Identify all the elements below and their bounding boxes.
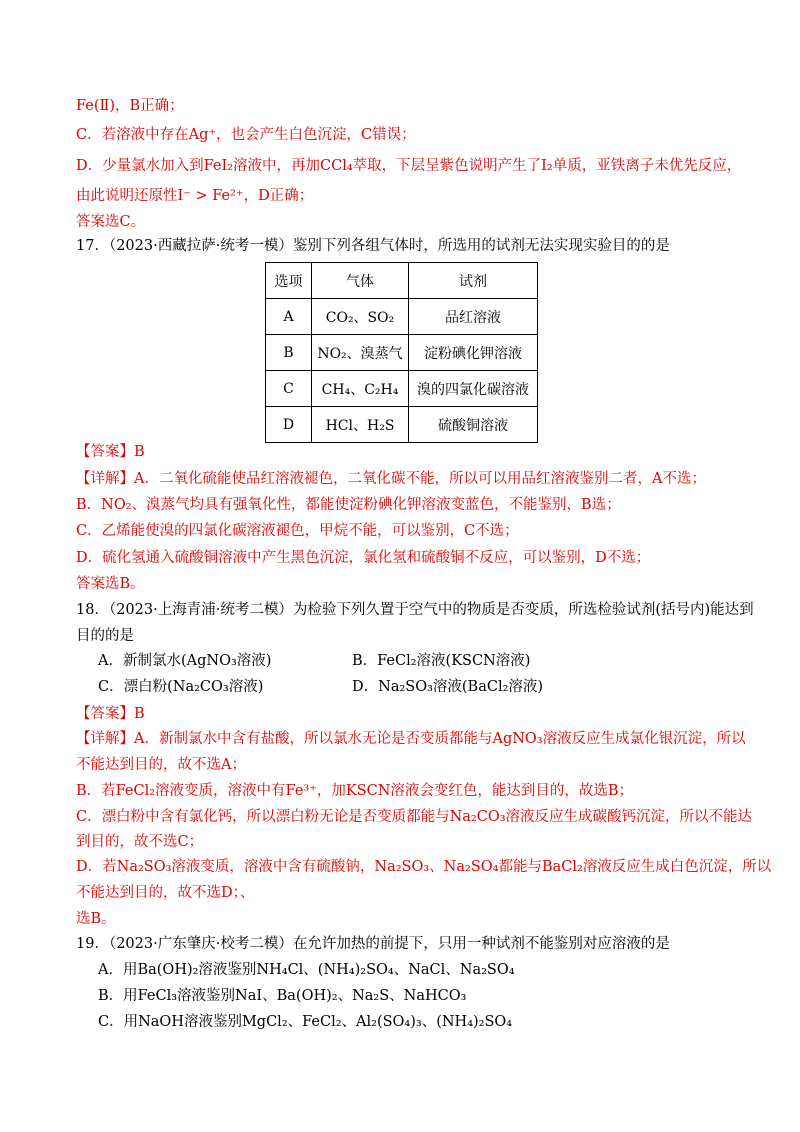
detail-line: C．乙烯能使溴的四氯化碳溶液褪色，甲烷不能，可以鉴别，C不选；: [76, 523, 519, 539]
table-row: [266, 299, 538, 335]
option-b: B．FeCl₂溶液(KSCN溶液): [352, 653, 531, 669]
reagent-table: [265, 262, 538, 443]
table-header: 选项: [266, 263, 312, 299]
table-header: 气体: [312, 263, 409, 299]
table-cell: D: [266, 407, 312, 443]
option-b: B．用FeCl₃溶液鉴别NaI、Ba(OH)₂、Na₂S、NaHCO₃: [98, 988, 467, 1004]
explanation-line: D．少量氯水加入到FeI₂溶液中，再加CCl₄萃取，下层呈紫色说明产生了I₂单质，亚铁离子未优先反应，: [76, 158, 742, 174]
detail-line: 到目的，故不选C；: [76, 834, 204, 850]
question-stem: 19．（2023·广东肇庆·校考二模）在允许加热的前提下，只用一种试剂不能鉴别对应溶液的是: [76, 936, 670, 952]
option-c: C．漂白粉(Na₂CO₃溶液): [98, 679, 264, 695]
detail-line: 【详解】A．新制氯水中含有盐酸，所以氯水无论是否变质都能与AgNO₃溶液反应生成氯化银沉淀，所以: [76, 731, 746, 747]
table-row: [266, 371, 538, 407]
detail-line: 不能达到目的，故不选D；、: [76, 885, 255, 901]
table-cell: 品红溶液: [409, 299, 538, 335]
table-header-row: [266, 263, 538, 299]
detail-line: B．若FeCl₂溶液变质，溶液中有Fe³⁺，加KSCN溶液会变红色，能达到目的，故选B；: [76, 783, 634, 799]
answer-label: 【答案】B: [76, 706, 145, 722]
table-cell: 溴的四氯化碳溶液: [409, 371, 538, 407]
detail-line: 【详解】A．二氧化硫能使品红溶液褪色，二氧化碳不能，所以可以用品红溶液鉴别二者，A不选；: [76, 471, 706, 487]
table-cell: HCl、H₂S: [312, 407, 409, 443]
explanation-line: Fe(Ⅱ)，B正确；: [76, 98, 184, 114]
detail-line: C．漂白粉中含有氯化钙，所以漂白粉无论是否变质都能与Na₂CO₃溶液反应生成碳酸钙沉淀，所以不能达: [76, 809, 753, 825]
table-cell: 硫酸铜溶液: [409, 407, 538, 443]
detail-line: 答案选B。: [76, 576, 145, 592]
explanation-line: 由此说明还原性I⁻ > Fe²⁺，D正确；: [76, 188, 314, 204]
explanation-line: C．若溶液中存在Ag⁺，也会产生白色沉淀，C错误；: [76, 127, 416, 143]
detail-line: B．NO₂、溴蒸气均具有强氧化性，都能使淀粉碘化钾溶液变蓝色，不能鉴别，B选；: [76, 497, 621, 513]
table-cell: NO₂、溴蒸气: [312, 335, 409, 371]
detail-line: 不能达到目的，故不选A；: [76, 757, 246, 773]
table-cell: CH₄、C₂H₄: [312, 371, 409, 407]
detail-line: D．硫化氢通入硫酸铜溶液中产生黑色沉淀，氯化氢和硫酸铜不反应，可以鉴别，D不选；: [76, 550, 651, 566]
question-stem: 18．（2023·上海青浦·统考二模）为检验下列久置于空气中的物质是否变质，所选检验试剂(括号内)能达到: [76, 602, 754, 618]
table-cell: 淀粉碘化钾溶液: [409, 335, 538, 371]
table-row: [266, 407, 538, 443]
table-row: [266, 335, 538, 371]
detail-line: 选B。: [76, 911, 116, 927]
table-cell: B: [266, 335, 312, 371]
detail-line: D．若Na₂SO₃溶液变质，溶液中含有硫酸钠，Na₂SO₃、Na₂SO₄都能与BaCl₂溶液反应生成白色沉淀，所以: [76, 859, 772, 875]
answer-line: 答案选C。: [76, 214, 146, 230]
question-stem: 目的的是: [76, 628, 134, 644]
table-header: 试剂: [409, 263, 538, 299]
option-d: D．Na₂SO₃溶液(BaCl₂溶液): [352, 679, 544, 695]
table-cell: CO₂、SO₂: [312, 299, 409, 335]
answer-label: 【答案】B: [76, 444, 145, 460]
option-a: A．新制氯水(AgNO₃溶液): [98, 653, 272, 669]
table-cell: A: [266, 299, 312, 335]
option-c: C．用NaOH溶液鉴别MgCl₂、FeCl₂、Al₂(SO₄)₃、(NH₄)₂SO₄: [98, 1014, 513, 1030]
option-a: A．用Ba(OH)₂溶液鉴别NH₄Cl、(NH₄)₂SO₄、NaCl、Na₂SO₄: [98, 962, 515, 978]
table-cell: C: [266, 371, 312, 407]
question-stem: 17．（2023·西藏拉萨·统考一模）鉴别下列各组气体时，所选用的试剂无法实现实验目的的是: [76, 238, 670, 254]
